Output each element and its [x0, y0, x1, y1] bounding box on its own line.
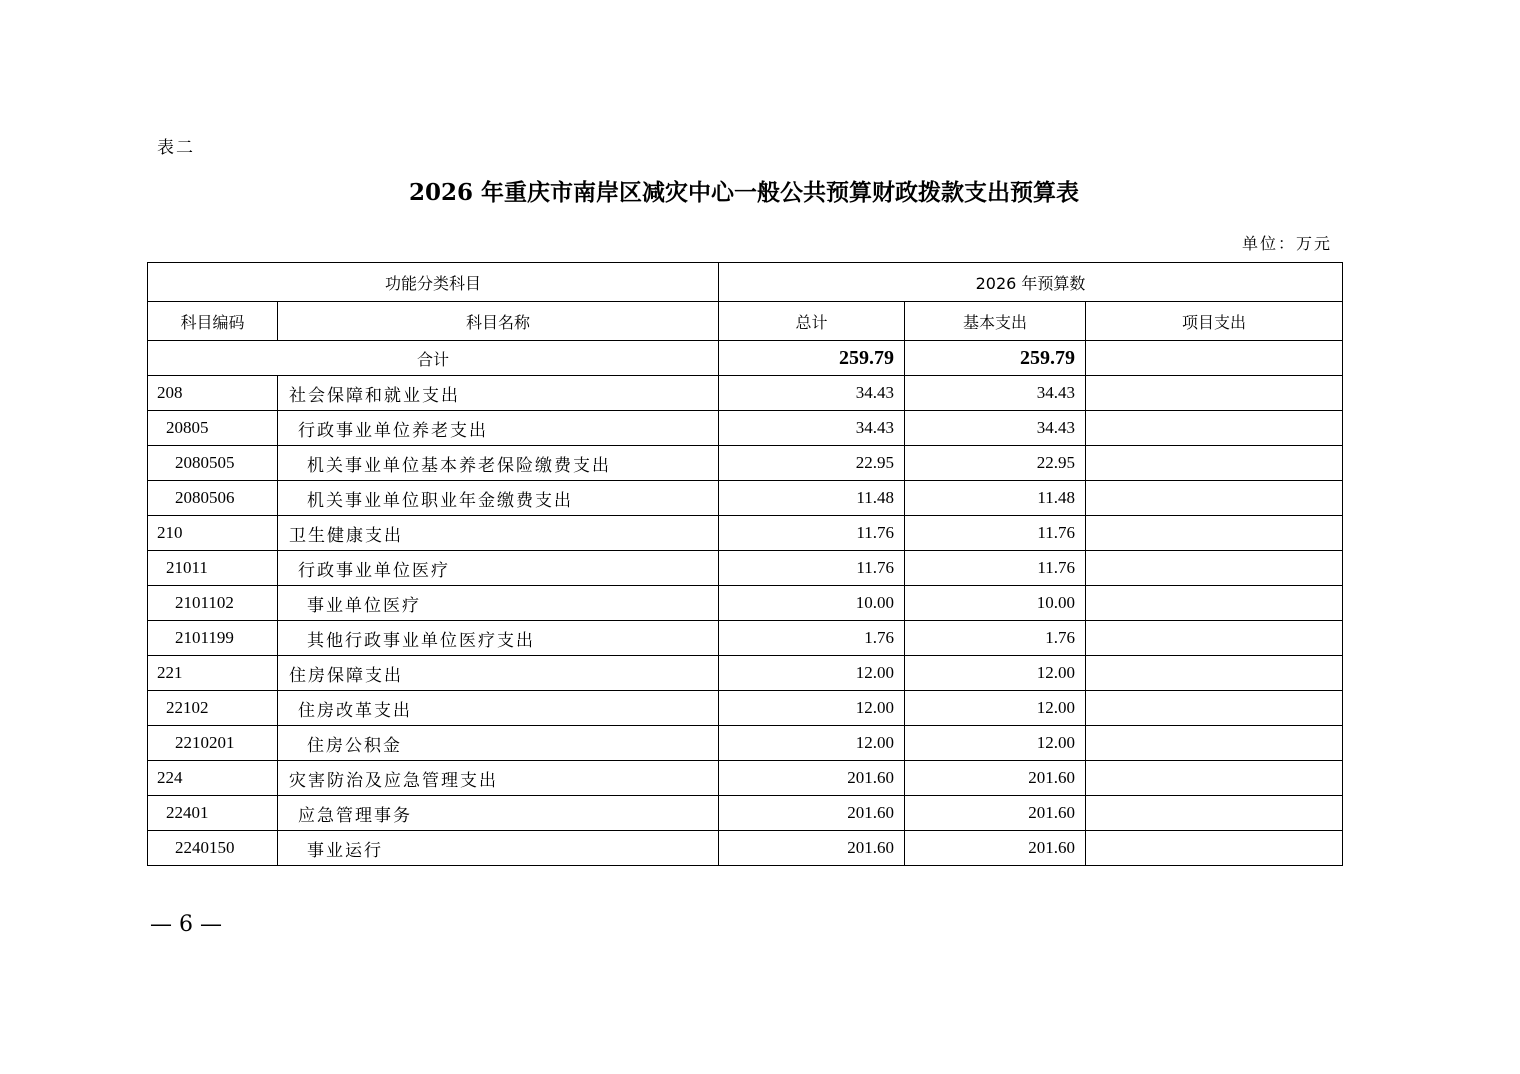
basic-cell: 201.60	[905, 796, 1086, 831]
basic-cell: 12.00	[905, 656, 1086, 691]
table-row	[148, 656, 1343, 691]
header-project: 项目支出	[1086, 302, 1343, 341]
total-total: 259.79	[719, 341, 905, 376]
code-cell: 20805	[148, 411, 278, 446]
total-project	[1086, 341, 1343, 376]
code-cell: 22102	[148, 691, 278, 726]
name-cell: 社会保障和就业支出	[278, 376, 719, 411]
header-group-row	[148, 263, 1343, 302]
total-cell: 1.76	[719, 621, 905, 656]
header-total: 总计	[719, 302, 905, 341]
code-cell: 21011	[148, 551, 278, 586]
project-cell	[1086, 831, 1343, 866]
project-cell	[1086, 481, 1343, 516]
table-row	[148, 551, 1343, 586]
total-cell: 22.95	[719, 446, 905, 481]
name-cell: 机关事业单位基本养老保险缴费支出	[278, 446, 719, 481]
project-cell	[1086, 796, 1343, 831]
name-cell: 事业运行	[278, 831, 719, 866]
code-cell: 224	[148, 761, 278, 796]
table-row	[148, 691, 1343, 726]
code-cell: 2080506	[148, 481, 278, 516]
basic-cell: 201.60	[905, 831, 1086, 866]
name-cell: 事业单位医疗	[278, 586, 719, 621]
name-cell: 行政事业单位医疗	[278, 551, 719, 586]
table-row	[148, 621, 1343, 656]
name-cell: 灾害防治及应急管理支出	[278, 761, 719, 796]
table-row	[148, 586, 1343, 621]
total-cell: 12.00	[719, 691, 905, 726]
table-row	[148, 411, 1343, 446]
code-cell: 221	[148, 656, 278, 691]
name-cell: 应急管理事务	[278, 796, 719, 831]
basic-cell: 11.76	[905, 551, 1086, 586]
code-cell: 2101199	[148, 621, 278, 656]
name-cell: 住房公积金	[278, 726, 719, 761]
table-row	[148, 726, 1343, 761]
basic-cell: 11.48	[905, 481, 1086, 516]
project-cell	[1086, 621, 1343, 656]
code-cell: 208	[148, 376, 278, 411]
project-cell	[1086, 376, 1343, 411]
code-cell: 22401	[148, 796, 278, 831]
total-basic: 259.79	[905, 341, 1086, 376]
header-basic: 基本支出	[905, 302, 1086, 341]
table-row	[148, 761, 1343, 796]
total-cell: 201.60	[719, 831, 905, 866]
project-cell	[1086, 516, 1343, 551]
table-row	[148, 831, 1343, 866]
total-cell: 10.00	[719, 586, 905, 621]
total-cell: 11.76	[719, 551, 905, 586]
basic-cell: 34.43	[905, 411, 1086, 446]
total-cell: 12.00	[719, 726, 905, 761]
name-cell: 机关事业单位职业年金缴费支出	[278, 481, 719, 516]
name-cell: 住房保障支出	[278, 656, 719, 691]
table-row	[148, 446, 1343, 481]
project-cell	[1086, 761, 1343, 796]
total-cell: 34.43	[719, 376, 905, 411]
total-cell: 12.00	[719, 656, 905, 691]
basic-cell: 34.43	[905, 376, 1086, 411]
page-number: — 6 —	[150, 912, 222, 937]
basic-cell: 201.60	[905, 761, 1086, 796]
header-function-category: 功能分类科目	[148, 263, 719, 302]
budget-table	[147, 262, 1343, 866]
project-cell	[1086, 586, 1343, 621]
total-row	[148, 341, 1343, 376]
name-cell: 其他行政事业单位医疗支出	[278, 621, 719, 656]
header-code: 科目编码	[148, 302, 278, 341]
total-cell: 11.48	[719, 481, 905, 516]
basic-cell: 11.76	[905, 516, 1086, 551]
basic-cell: 1.76	[905, 621, 1086, 656]
total-cell: 34.43	[719, 411, 905, 446]
unit-label: 单位：万元	[1241, 234, 1332, 253]
project-cell	[1086, 446, 1343, 481]
table-row	[148, 516, 1343, 551]
basic-cell: 12.00	[905, 691, 1086, 726]
table-row	[148, 481, 1343, 516]
total-cell: 11.76	[719, 516, 905, 551]
table-row	[148, 376, 1343, 411]
table-row	[148, 796, 1343, 831]
code-cell: 2240150	[148, 831, 278, 866]
header-budget-year: 2026 年预算数	[719, 263, 1343, 302]
table-label: 表二	[157, 138, 195, 158]
project-cell	[1086, 726, 1343, 761]
basic-cell: 22.95	[905, 446, 1086, 481]
total-label: 合计	[148, 341, 719, 376]
basic-cell: 12.00	[905, 726, 1086, 761]
basic-cell: 10.00	[905, 586, 1086, 621]
code-cell: 210	[148, 516, 278, 551]
total-cell: 201.60	[719, 761, 905, 796]
code-cell: 2101102	[148, 586, 278, 621]
header-column-row	[148, 302, 1343, 341]
name-cell: 卫生健康支出	[278, 516, 719, 551]
project-cell	[1086, 411, 1343, 446]
project-cell	[1086, 551, 1343, 586]
name-cell: 住房改革支出	[278, 691, 719, 726]
page-title: 2026 年重庆市南岸区减灾中心一般公共预算财政拨款支出预算表	[408, 179, 1080, 206]
project-cell	[1086, 656, 1343, 691]
total-cell: 201.60	[719, 796, 905, 831]
code-cell: 2210201	[148, 726, 278, 761]
code-cell: 2080505	[148, 446, 278, 481]
project-cell	[1086, 691, 1343, 726]
name-cell: 行政事业单位养老支出	[278, 411, 719, 446]
header-name: 科目名称	[278, 302, 719, 341]
